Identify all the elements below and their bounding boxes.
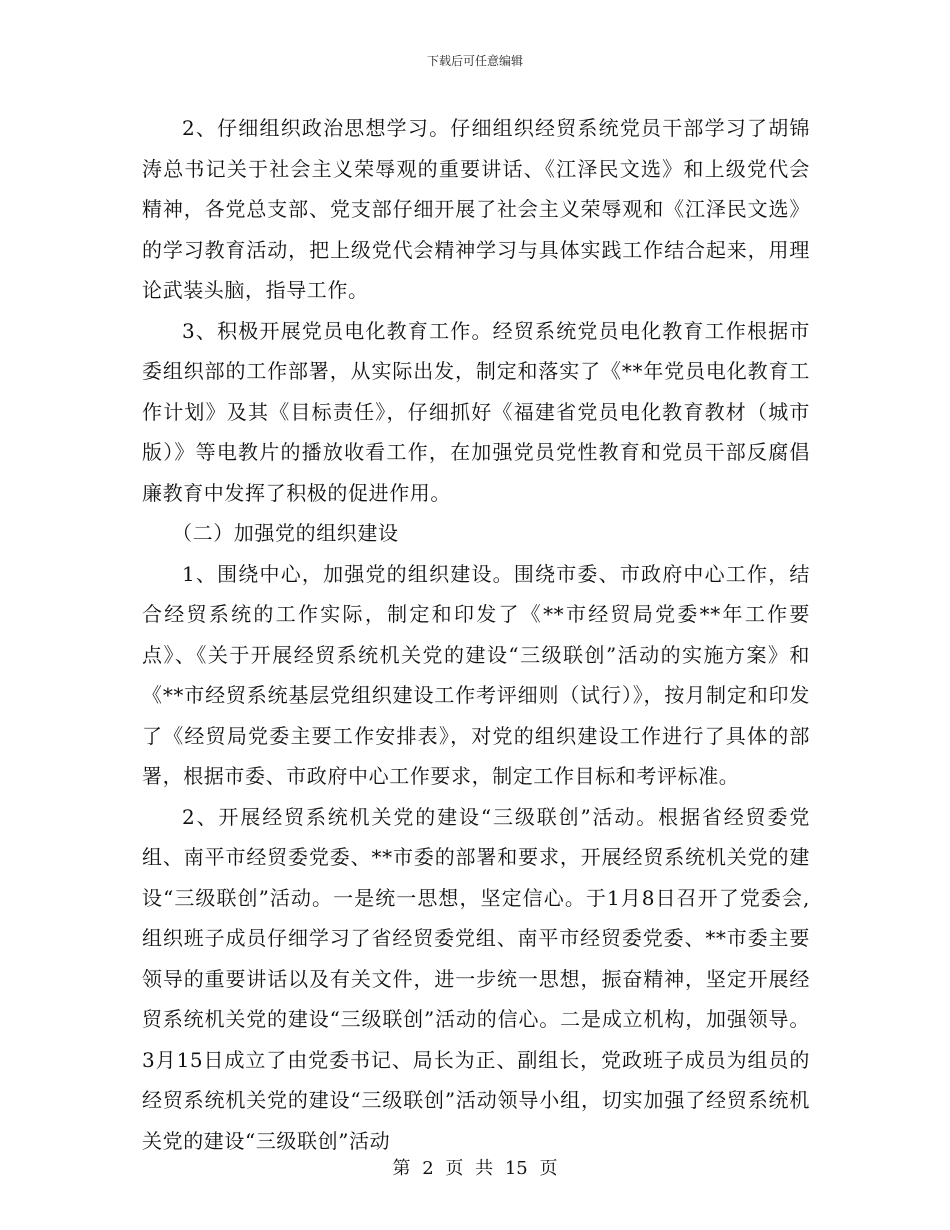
page-footer: 第 2 页 共 15 页 (392, 1158, 558, 1179)
page-header: 下载后可任意编辑 (426, 54, 523, 68)
paragraph-three-level: 2、开展经贸系统机关党的建设“三级联创”活动。根据省经贸委党组、南平市经贸委党委、**市委的部署和要求，开展经贸系统机关党的建设“三级联创”活动。一是统一思想，坚定信心。于1月8日召开了党委会,组织班子成员仔细学习了省经贸委党组、南平市经贸委党委、**市委主要领导的重要讲话以及有关文件，进一步统一思想，振奋精神，坚定开展经贸系统机关党的建设“三级联创”活动的信心。二是成立机构，加强领导。3月15日成立了由党委书记、局长为正、副组长，党政班子成员为组员的经贸系统机关党的建设“三级联创”活动领导小组，切实加强了经贸系统机关党的建设“三级联创”活动 (142, 804, 810, 1153)
section-heading: （二）加强党的组织建设 (172, 521, 399, 545)
body-text (142, 108, 810, 1161)
paragraph-organization: 1、围绕中心，加强党的组织建设。围绕市委、市政府中心工作，结合经贸系统的工作实际，制定和印发了《**市经贸局党委**年工作要点》、《关于开展经贸系统机关党的建设“三级联创”活动的实施方案》和《**市经贸系统基层党组织建设工作考评细则（试行）》，按月制定和印发了《经贸局党委主要工作安排表》，对党的组织建设工作进行了具体的部署，根据市委、市政府中心工作要求，制定工作目标和考评标准。 (142, 561, 810, 788)
paragraph-study: 2、仔细组织政治思想学习。仔细组织经贸系统党员干部学习了胡锦涛总书记关于社会主义荣辱观的重要讲话、《江泽民文选》和上级党代会精神，各党总支部、党支部仔细开展了社会主义荣辱观和《江泽民文选》的学习教育活动，把上级党代会精神学习与具体实践工作结合起来，用理论武装头脑，指导工作。 (142, 116, 810, 302)
paragraph-education: 3、积极开展党员电化教育工作。经贸系统党员电化教育工作根据市委组织部的工作部署，从实际出发，制定和落实了《**年党员电化教育工作计划》及其《目标责任》，仔细抓好《福建省党员电化教育教材（城市版）》等电教片的播放收看工作，在加强党员党性教育和党员干部反腐倡廉教育中发挥了积极的促进作用。 (142, 318, 810, 505)
